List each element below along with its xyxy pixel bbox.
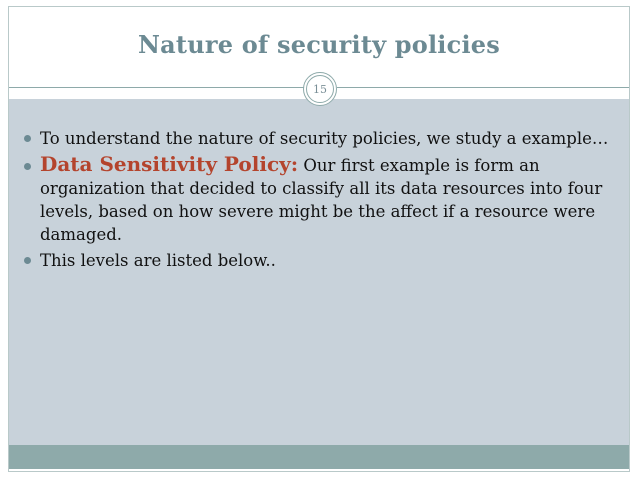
bullet-list <box>24 127 612 275</box>
title-divider-left <box>9 87 306 88</box>
bullet-dot-icon <box>24 257 31 264</box>
bullet-item <box>24 153 612 246</box>
bullet-text: This levels are listed below.. <box>40 251 276 270</box>
bullet-lead: Data Sensitivity Policy: <box>40 152 299 176</box>
footer-band <box>9 445 629 469</box>
page-number: 15 <box>306 75 334 103</box>
slide-title: Nature of security policies <box>138 30 500 59</box>
bullet-item <box>24 127 612 150</box>
title-divider-right <box>337 87 629 88</box>
bullet-dot-icon <box>24 163 31 170</box>
bullet-text: To understand the nature of security policies, we study a example… <box>40 129 609 148</box>
page-number-badge <box>303 72 337 106</box>
bullet-item <box>24 249 612 272</box>
bullet-text: Our first example is form an organization that decided to classify all its data resources into four levels, based on how severe might be the affect if a resource were damaged. <box>40 156 603 244</box>
bullet-dot-icon <box>24 135 31 142</box>
